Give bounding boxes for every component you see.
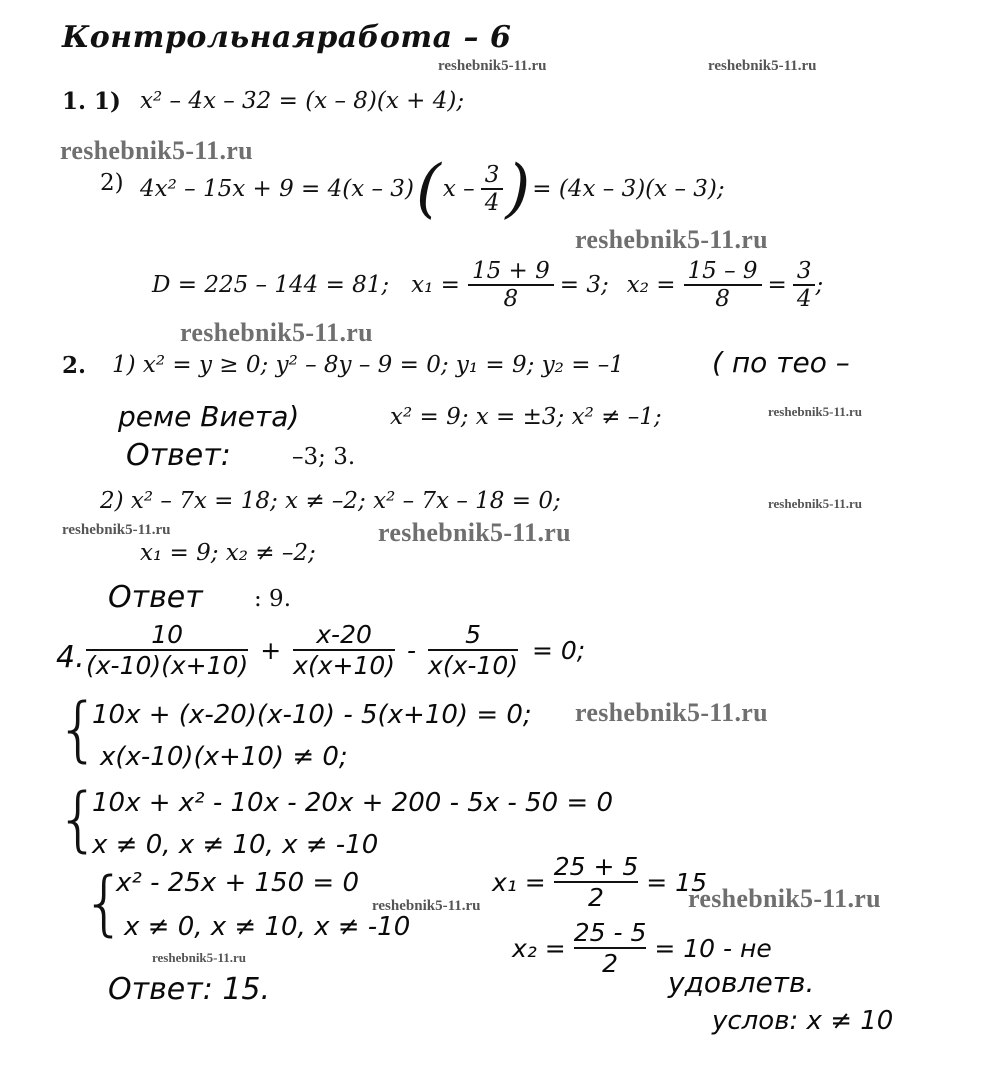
watermark: reshebnik5-11.ru <box>708 58 817 74</box>
frac-den: x(x+10) <box>293 651 396 680</box>
task2-label: 2. <box>62 352 87 379</box>
system-brace: { <box>56 688 101 770</box>
root1-tail: = 15 <box>646 867 707 897</box>
task2-sub2-line1: 2) x² – 7x = 18; x ≠ –2; x² – 7x – 18 = 0; <box>100 488 561 514</box>
task4-sys3-line2: x ≠ 0, x ≠ 10, x ≠ -10 <box>124 912 411 942</box>
task4-equation <box>86 620 585 680</box>
task4-answer: Ответ: 15. <box>108 972 271 1007</box>
watermark: reshebnik5-11.ru <box>372 898 481 914</box>
task1-x2-tail: ; <box>815 272 824 298</box>
system-brace: { <box>56 778 101 860</box>
frac-num: 25 + 5 <box>553 852 639 881</box>
task2-line2-print: x² = 9; x = ±3; x² ≠ –1; <box>390 404 662 430</box>
task1-line2-inner: x – <box>442 176 475 202</box>
task1-x1-tail: = 3; <box>559 272 609 298</box>
task4-frac2 <box>293 620 395 680</box>
frac-num: 15 + 9 <box>471 258 550 284</box>
watermark: reshebnik5-11.ru <box>152 950 247 965</box>
task4-root1 <box>492 852 707 912</box>
watermark: reshebnik5-11.ru <box>378 518 571 547</box>
task1-disc: D = 225 – 144 = 81; <box>152 272 390 298</box>
frac-den: 4 <box>796 286 812 312</box>
task1-line1: x² – 4x – 32 = (x – 8)(x + 4); <box>140 88 465 114</box>
watermark: reshebnik5-11.ru <box>180 318 373 347</box>
frac-num: 5 <box>465 620 481 649</box>
task1-x2-frac <box>684 258 762 312</box>
task1-x2-mid: = <box>767 272 787 298</box>
task4-note1: удовлетв. <box>668 966 815 999</box>
task1-label: 1. 1) <box>62 88 121 115</box>
task4-note2: услов: x ≠ 10 <box>712 1006 894 1036</box>
frac-den: 2 <box>602 949 618 978</box>
page-title: Контрольнаяработа – 6 <box>62 20 512 55</box>
task2-line2-hand: реме Виета) <box>118 400 300 433</box>
task4-sys1-line1: 10x + (x-20)(x-10) - 5(x+10) = 0; <box>92 700 532 730</box>
root2-frac <box>574 918 647 978</box>
task1-x1-label: x₁ = <box>411 272 460 298</box>
frac-num: 15 – 9 <box>687 258 758 284</box>
watermark: reshebnik5-11.ru <box>438 58 547 74</box>
task1-line2 <box>140 152 725 226</box>
equals-zero: = 0; <box>531 635 586 665</box>
watermark: reshebnik5-11.ru <box>575 225 768 254</box>
frac-den: 4 <box>484 190 500 216</box>
frac-num: x-20 <box>316 620 372 649</box>
task2-line1: 1) x² = y ≥ 0; y² – 8y – 9 = 0; y₁ = 9; y₂ = –1 <box>112 352 624 378</box>
system-brace: { <box>82 862 127 944</box>
watermark: reshebnik5-11.ru <box>688 884 881 913</box>
root1-label: x₁ = <box>492 867 546 897</box>
watermark: reshebnik5-11.ru <box>62 522 171 538</box>
task1-sub2-label: 2) <box>100 170 124 196</box>
task1-line2-frac <box>481 162 504 216</box>
watermark: reshebnik5-11.ru <box>60 136 253 165</box>
root2-tail: = 10 - не <box>654 933 772 963</box>
task1-x1-frac <box>468 258 554 312</box>
frac-den: 2 <box>588 883 604 912</box>
task2-answer2-label: Ответ <box>108 580 203 615</box>
frac-num: 3 <box>484 162 500 188</box>
task2-sub2-line2: x₁ = 9; x₂ ≠ –2; <box>140 540 316 566</box>
task2-line1-hand: ( по тео – <box>712 346 850 379</box>
task2-answer2-value: : 9. <box>254 586 292 612</box>
minus-sign: - <box>407 635 417 665</box>
frac-num: 25 - 5 <box>573 918 647 947</box>
frac-den: (x-10)(x+10) <box>86 651 249 680</box>
root1-frac <box>554 852 639 912</box>
task4-frac3 <box>428 620 518 680</box>
task2-answer1-label: Ответ: <box>126 438 231 473</box>
paren-right: ) <box>505 152 531 226</box>
watermark: reshebnik5-11.ru <box>768 404 863 419</box>
task4-sys2-line1: 10x + x² - 10x - 20x + 200 - 5x - 50 = 0 <box>92 788 613 818</box>
task1-disc-row <box>152 258 823 312</box>
frac-den: 8 <box>715 286 730 312</box>
root2-label: x₂ = <box>512 933 566 963</box>
task4-label: 4. <box>56 640 85 675</box>
frac-num: 3 <box>796 258 812 284</box>
plus-sign: + <box>260 635 282 665</box>
task4-sys2-line2: x ≠ 0, x ≠ 10, x ≠ -10 <box>92 830 379 860</box>
watermark: reshebnik5-11.ru <box>575 698 768 727</box>
watermark: reshebnik5-11.ru <box>768 496 863 511</box>
task4-frac1 <box>86 620 248 680</box>
task1-line2-right: = (4x – 3)(x – 3); <box>532 176 725 202</box>
task1-line2-left: 4x² – 15x + 9 = 4(x – 3) <box>140 176 414 202</box>
task4-sys1-line2: x(x-10)(x+10) ≠ 0; <box>100 742 348 772</box>
frac-den: 8 <box>503 286 519 312</box>
frac-den: x(x-10) <box>428 651 518 680</box>
task1-x2-rfrac <box>793 258 816 312</box>
frac-num: 10 <box>151 620 183 649</box>
task2-answer1-value: –3; 3. <box>292 444 356 470</box>
task1-x2-label: x₂ = <box>626 272 676 298</box>
paren-left: ( <box>415 152 441 226</box>
task4-sys3-line1: x² - 25x + 150 = 0 <box>116 868 359 898</box>
